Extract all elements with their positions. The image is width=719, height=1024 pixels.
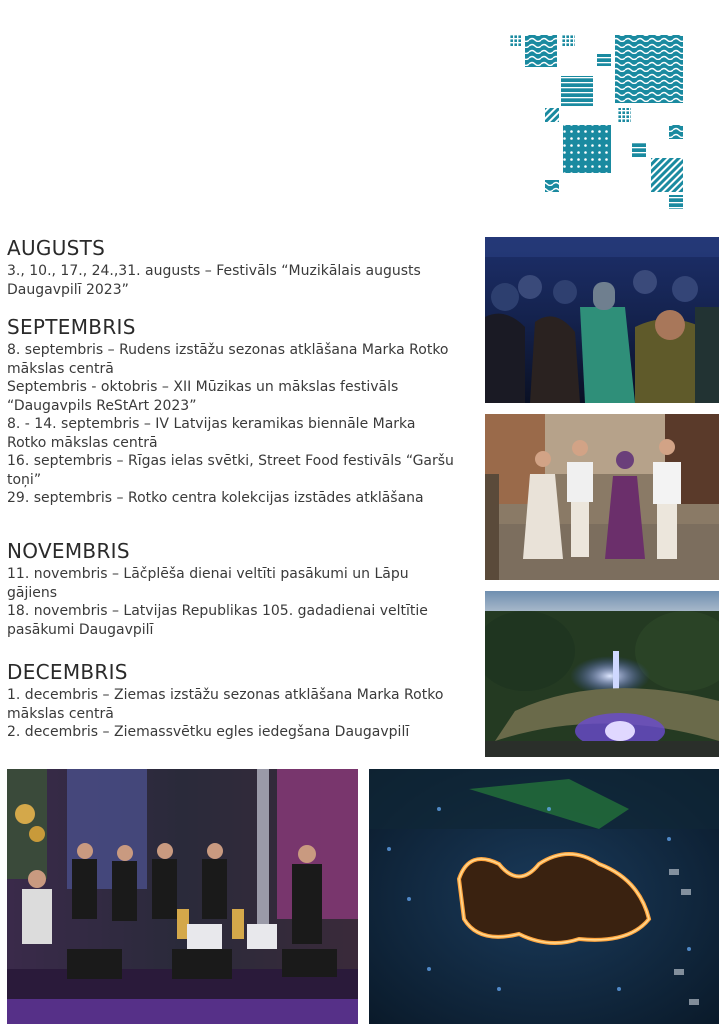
section-september [7, 315, 477, 508]
event-item: 8. septembris – Rudens izstāžu sezonas atklāšana Marka Rotko mākslas centrā [7, 342, 449, 377]
event-item: 29. septembris – Rotko centra kolekcijas izstādes atklāšana [7, 490, 424, 506]
section-november [7, 539, 477, 639]
month-heading: SEPTEMBRIS [7, 315, 136, 339]
photo-candle-map-latvia [369, 769, 719, 1024]
month-heading: NOVEMBRIS [7, 539, 130, 563]
event-item: 2. decembris – Ziemassvētku egles iedegšana Daugavpilī [7, 724, 410, 740]
event-item: 1. decembris – Ziemas izstāžu sezonas atklāšana Marka Rotko mākslas centrā [7, 687, 444, 722]
city-logo-icon [505, 30, 695, 215]
photo-fountain-park [485, 591, 719, 757]
event-item: 11. novembris – Lāčplēša dienai veltīti pasākumi un Lāpu gājiens [7, 566, 409, 601]
month-heading: AUGUSTS [7, 236, 106, 260]
month-heading: DECEMBRIS [7, 660, 128, 684]
photo-historical-costumes [485, 414, 719, 580]
event-item: 3., 10., 17., 24.,31. augusts – Festivāls “Muzikālais augusts Daugavpilī 2023” [7, 263, 421, 298]
section-august [7, 236, 477, 299]
section-december [7, 660, 477, 742]
photo-festival-crowd [485, 237, 719, 403]
event-item: Septembris - oktobris – XII Mūzikas un mākslas festivāls “Daugavpils ReStArt 2023” [7, 379, 399, 414]
event-item: 16. septembris – Rīgas ielas svētki, Street Food festivāls “Garšu toņi” [7, 453, 454, 488]
event-item: 8. - 14. septembris – IV Latvijas keramikas biennāle Marka Rotko mākslas centrā [7, 416, 416, 451]
event-item: 18. novembris – Latvijas Republikas 105. gadadienai veltītie pasākumi Daugavpilī [7, 603, 428, 638]
photo-jazz-band [7, 769, 358, 1024]
